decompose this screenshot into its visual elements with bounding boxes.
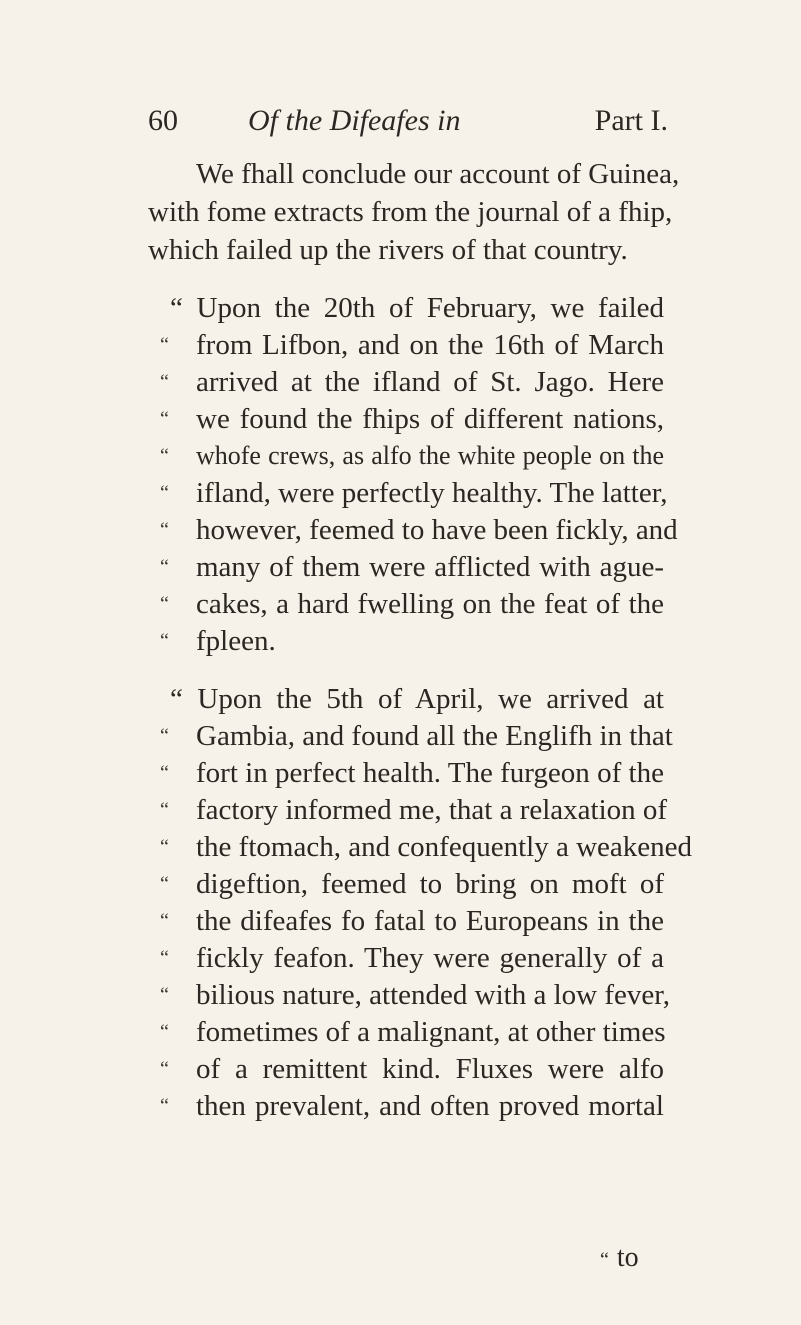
quote-mark: “	[160, 445, 169, 467]
quote-mark: “	[160, 984, 169, 1006]
catchword	[600, 1240, 639, 1278]
quote-mark: “	[160, 556, 169, 578]
text-line: the ftomach, and confequently a weakened	[196, 831, 693, 863]
text-line: from Lifbon, and on the 16th of March	[196, 329, 664, 361]
text-line: we found the fhips of different nations,	[196, 403, 664, 435]
text-line: fickly feafon. They were generally of a	[196, 942, 664, 974]
quote-mark: “	[160, 836, 169, 858]
text-line: digeftion, feemed to bring on moft of	[196, 868, 664, 900]
quote-mark: “	[160, 762, 169, 784]
quote-mark: “	[160, 1058, 169, 1080]
text-line: cakes, a hard fwelling on the feat of the	[196, 588, 664, 620]
text-line: of a remittent kind. Fluxes were alfo	[196, 1053, 664, 1085]
text-line: bilious nature, attended with a low fever,	[196, 979, 670, 1011]
quote-mark: “	[160, 593, 169, 615]
page-number: 60	[148, 104, 178, 137]
text-line: “ Upon the 20th of February, we failed	[170, 292, 664, 324]
text-line: “ Upon the 5th of April, we arrived at	[170, 683, 664, 715]
running-title: Of the Difeafes in	[248, 104, 461, 137]
text-line: ifland, were perfectly healthy. The latter,	[196, 477, 668, 509]
catchword-text: to	[616, 1242, 639, 1273]
text-line: the difeafes fo fatal to Europeans in the	[196, 905, 664, 937]
quote-mark: “	[160, 408, 169, 430]
text-line: many of them were afflicted with ague-	[196, 551, 664, 583]
text-line: We fhall conclude our account of Guinea,	[196, 158, 680, 190]
text-line: then prevalent, and often proved mortal	[196, 1090, 664, 1122]
quote-mark: “	[600, 1249, 609, 1271]
quote-mark: “	[160, 947, 169, 969]
quote-mark: “	[160, 334, 169, 356]
quote-mark: “	[160, 630, 169, 652]
quote-mark: “	[160, 799, 169, 821]
text-line: factory informed me, that a relaxation of	[196, 794, 668, 826]
text-line: fort in perfect health. The furgeon of the	[196, 757, 664, 789]
text-line: whofe crews, as alfo the white people on the	[196, 441, 664, 470]
quote-mark: “	[160, 1095, 169, 1117]
quote-mark: “	[160, 1021, 169, 1043]
quote-mark: “	[160, 910, 169, 932]
quote-mark: “	[160, 519, 169, 541]
text-line: Gambia, and found all the Englifh in that	[196, 720, 673, 752]
page-header	[148, 104, 668, 144]
quote-mark: “	[160, 873, 169, 895]
text-line: with fome extracts from the journal of a fhip,	[148, 196, 673, 228]
text-line: however, feemed to have been fickly, and	[196, 514, 678, 546]
text-line: fpleen.	[196, 625, 276, 657]
quote-mark: “	[160, 482, 169, 504]
quote-mark: “	[160, 371, 169, 393]
part-label: Part I.	[594, 104, 668, 137]
text-line: fometimes of a malignant, at other times	[196, 1016, 666, 1048]
quote-mark: “	[160, 725, 169, 747]
text-line: arrived at the ifland of St. Jago. Here	[196, 366, 664, 398]
text-line: which failed up the rivers of that country.	[148, 234, 628, 266]
